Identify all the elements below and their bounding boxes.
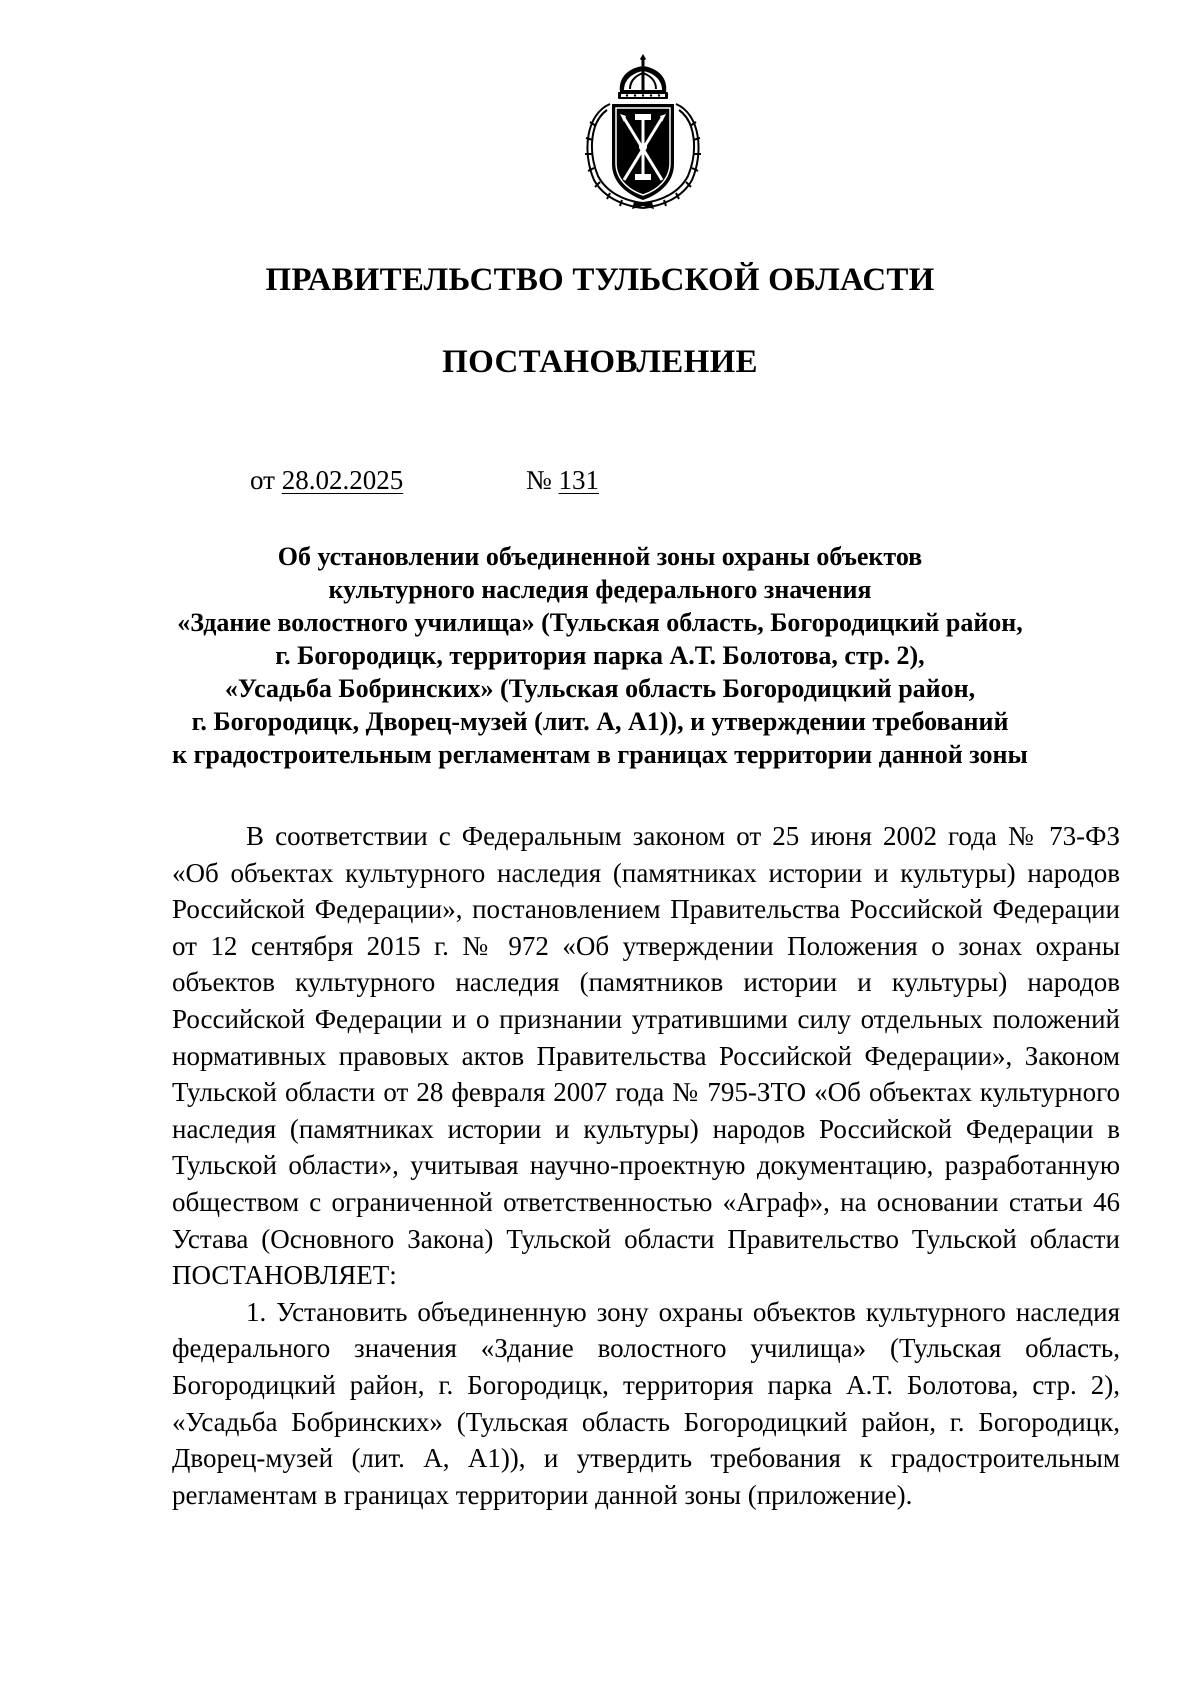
document-body — [172, 818, 1120, 1513]
subject-line: к градостроительным регламентам в границах территории данной зоны — [172, 740, 1028, 769]
item-1-paragraph: 1. Установить объединенную зону охраны объектов культурного наследия федерального значения «Здание волостного училища» (Тульская область, Богородицкий район, г. Богородицк, территория парка А.Т. Болотова, стр. 2), «Усадьба Бобринских» (Тульская область Богородицкий район, г. Богородицк, Дворец-музей (лит. А, А1)), и утвердить требования к градостроительным регламентам в границах территории данной зоны (приложение). — [172, 1296, 1120, 1510]
document-date-number — [250, 464, 600, 496]
document-type: ПОСТАНОВЛЕНИЕ — [442, 344, 758, 380]
subject-line: культурного наследия федерального значения — [328, 575, 872, 604]
subject-line: Об установлении объединенной зоны охраны объектов — [277, 542, 923, 571]
subject-line: «Здание волостного училища» (Тульская область, Богородицкий район, — [177, 608, 1023, 637]
shield-icon — [612, 104, 674, 200]
preamble-paragraph: В соответствии с Федеральным законом от 25 июня 2002 года № 73-ФЗ «Об объектах культурного наследия (памятниках истории и культуры) народов Российской Федерации», постановлением Правительства Российской Федерации от 12 сентября 2015 г. № 972 «Об утверждении Положения о зонах охраны объектов культурного наследия (памятников истории и культуры) народов Российской Федерации и о признании утратившими силу отдельных положений нормативных правовых актов Правительства Российской Федерации», Законом Тульской области от 28 февраля 2007 года № 795-ЗТО «Об объектах культурного наследия (памятниках истории и культуры) народов Российской Федерации в Тульской области», учитывая научно-проектную документацию, разработанную обществом с ограниченной ответственностью «Аграф», на основании статьи 46 Устава (Основного Закона) Тульской области Правительство Тульской области ПОСТАНОВЛЯЕТ: — [172, 821, 1120, 1291]
subject-line: «Усадьба Бобринских» (Тульская область Богородицкий район, — [224, 674, 976, 703]
subject-line: г. Богородицк, территория парка А.Т. Болотова, стр. 2), — [275, 641, 925, 670]
tula-coat-of-arms-icon — [580, 52, 706, 210]
crown-icon — [618, 54, 668, 99]
subject-line: г. Богородицк, Дворец-музей (лит. А, А1)), и утверждении требований — [191, 707, 1009, 736]
number-prefix: № — [526, 465, 552, 495]
document-subject — [120, 540, 1080, 771]
document-date: 28.02.2025 — [281, 465, 404, 495]
government-title: ПРАВИТЕЛЬСТВО ТУЛЬСКОЙ ОБЛАСТИ — [265, 262, 935, 298]
document-number-block — [526, 464, 599, 496]
date-prefix: от — [250, 465, 275, 495]
document-number: 131 — [558, 465, 600, 495]
